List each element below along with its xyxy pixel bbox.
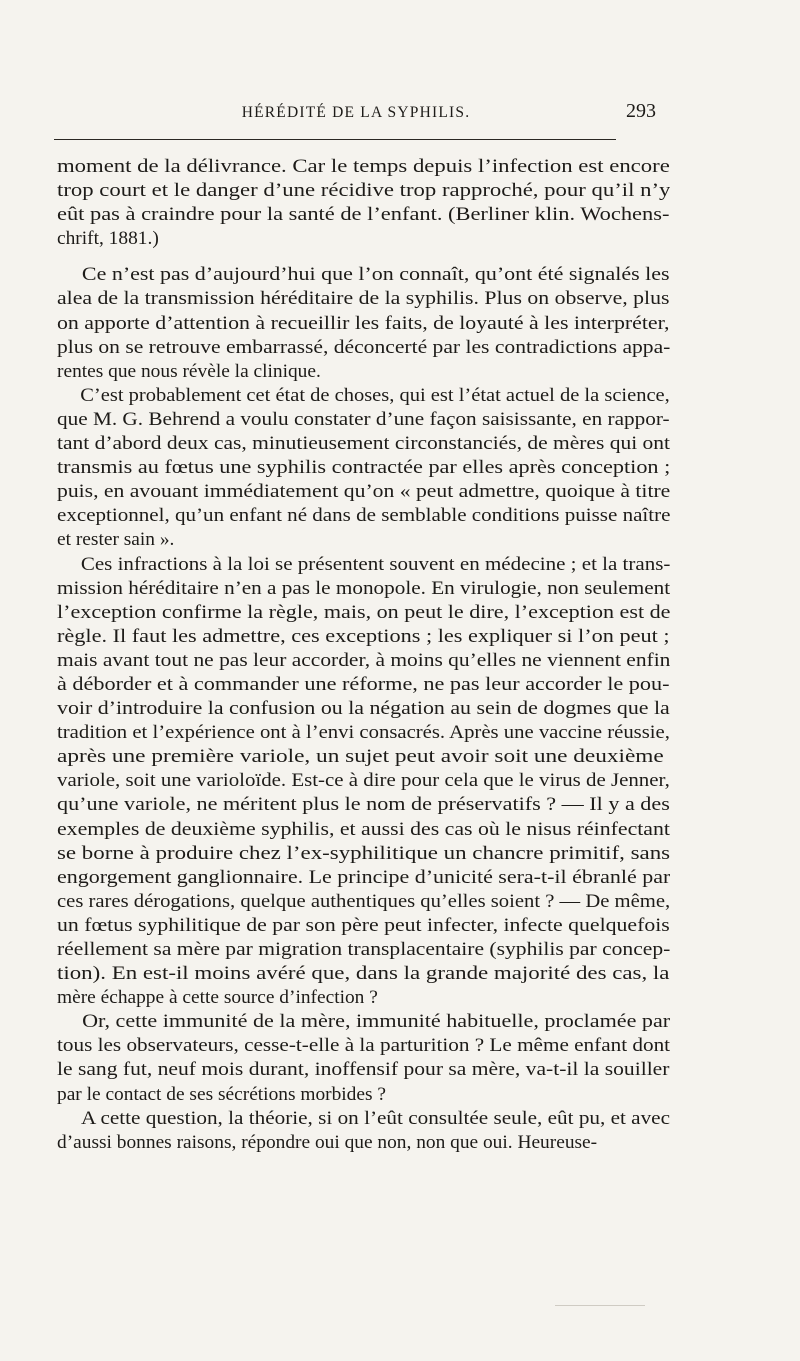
text-line: eût pas à craindre pour la santé de l’enfant. (Berliner klin. Wochens- <box>57 204 670 226</box>
text-line: mission héréditaire n’en a pas le monopole. En virulogie, non seulement <box>57 577 670 599</box>
text-line: que M. G. Behrend a voulu constater d’une façon saisissante, en rappor- <box>57 408 670 430</box>
text-line: Ces infractions à la loi se présentent souvent en médecine ; et la trans- <box>80 553 670 575</box>
text-line: puis, en avouant immédiatement qu’on « peut admettre, quoique à titre <box>57 481 670 503</box>
text-line: qu’une variole, ne méritent plus le nom de préservatifs ? — Il y a des <box>57 794 670 816</box>
text-line: l’exception confirme la règle, mais, on peut le dire, l’exception est de <box>57 601 670 623</box>
text-line: à déborder et à commander une réforme, ne pas leur accorder le pou- <box>57 673 670 695</box>
text-line: tant d’abord deux cas, minutieusement circonstanciés, de mères qui ont <box>57 433 670 455</box>
header-rule <box>54 139 616 140</box>
running-title: HÉRÉDITÉ DE LA SYPHILIS. <box>241 104 471 121</box>
paragraph-3 <box>57 384 670 553</box>
text-line: A cette question, la théorie, si on l’eût consultée seule, eût pu, et avec <box>81 1107 670 1129</box>
text-line: voir d’introduire la confusion ou la négation au sein de dogmes que la <box>57 698 670 720</box>
paragraph-4 <box>57 553 670 1011</box>
text-line: ces rares dérogations, quelque authentiques qu’elles soient ? — De même, <box>57 890 670 912</box>
text-line: plus on se retrouve embarrassé, déconcerté par les contradictions appa- <box>57 336 670 358</box>
text-line: engorgement ganglionnaire. Le principe d’unicité sera-t-il ébranlé par <box>57 866 670 888</box>
text-line: on apporte d’attention à recueillir les faits, de loyauté à les interpréter, <box>57 312 670 334</box>
page-header <box>56 100 656 134</box>
text-line: variole, soit une varioloïde. Est-ce à dire pour cela que le virus de Jenner, <box>57 770 670 792</box>
text-body <box>57 155 670 1155</box>
text-line: un fœtus syphilitique de par son père peut infecter, infecte quelquefois <box>57 914 670 936</box>
paragraph-6 <box>57 1107 670 1155</box>
text-line: Or, cette immunité de la mère, immunité habituelle, proclamée par <box>82 1011 670 1033</box>
text-line: d’aussi bonnes raisons, répondre oui que non, non que oui. Heureuse- <box>57 1131 598 1153</box>
text-line: chrift, 1881.) <box>57 228 159 250</box>
text-line: C’est probablement cet état de choses, qui est l’état actuel de la science, <box>80 384 670 406</box>
text-line: tion). En est-il moins avéré que, dans la grande majorité des cas, la <box>57 963 670 985</box>
text-line: tradition et l’expérience ont à l’envi consacrés. Après une vaccine réussie, <box>57 722 670 744</box>
text-line: par le contact de ses sécrétions morbides ? <box>57 1083 386 1105</box>
text-line: transmis au fœtus une syphilis contractée par elles après conception ; <box>57 457 670 479</box>
paragraph-1 <box>57 155 670 251</box>
text-line: réellement sa mère par migration transplacentaire (syphilis par concep- <box>57 939 670 960</box>
text-line: trop court et le danger d’une récidive trop rapproché, pour qu’il n’y <box>57 180 670 202</box>
text-line: Ce n’est pas d’aujourd’hui que l’on connaît, qu’ont été signalés les <box>81 264 670 286</box>
paragraph-5 <box>57 1010 670 1106</box>
text-line: mais avant tout ne pas leur accorder, à moins qu’elles ne viennent enfin <box>57 649 670 671</box>
page-number: 293 <box>626 100 656 122</box>
text-line: rentes que nous révèle la clinique. <box>57 360 321 382</box>
footer-mark <box>555 1305 645 1306</box>
text-line: exemples de deuxième syphilis, et aussi des cas où le nisus réinfectant <box>57 818 670 840</box>
text-line: après une première variole, un sujet peut avoir soit une deuxième <box>57 746 664 768</box>
text-line: tous les observateurs, cesse-t-elle à la parturition ? Le même enfant dont <box>57 1035 670 1057</box>
text-line: et rester sain ». <box>57 529 175 551</box>
paragraph-2 <box>57 263 670 383</box>
text-line: moment de la délivrance. Car le temps depuis l’infection est encore <box>57 156 670 177</box>
text-line: alea de la transmission héréditaire de la syphilis. Plus on observe, plus <box>57 288 670 310</box>
text-line: se borne à produire chez l’ex-syphilitique un chancre primitif, sans <box>57 842 670 864</box>
text-line: le sang fut, neuf mois durant, inoffensif pour sa mère, va-t-il la souiller <box>57 1059 670 1081</box>
text-line: mère échappe à cette source d’infection ? <box>57 987 378 1009</box>
text-line: règle. Il faut les admettre, ces exceptions ; les expliquer si l’on peut ; <box>57 625 670 647</box>
text-line: exceptionnel, qu’un enfant né dans de semblable conditions puisse naître <box>57 505 670 527</box>
